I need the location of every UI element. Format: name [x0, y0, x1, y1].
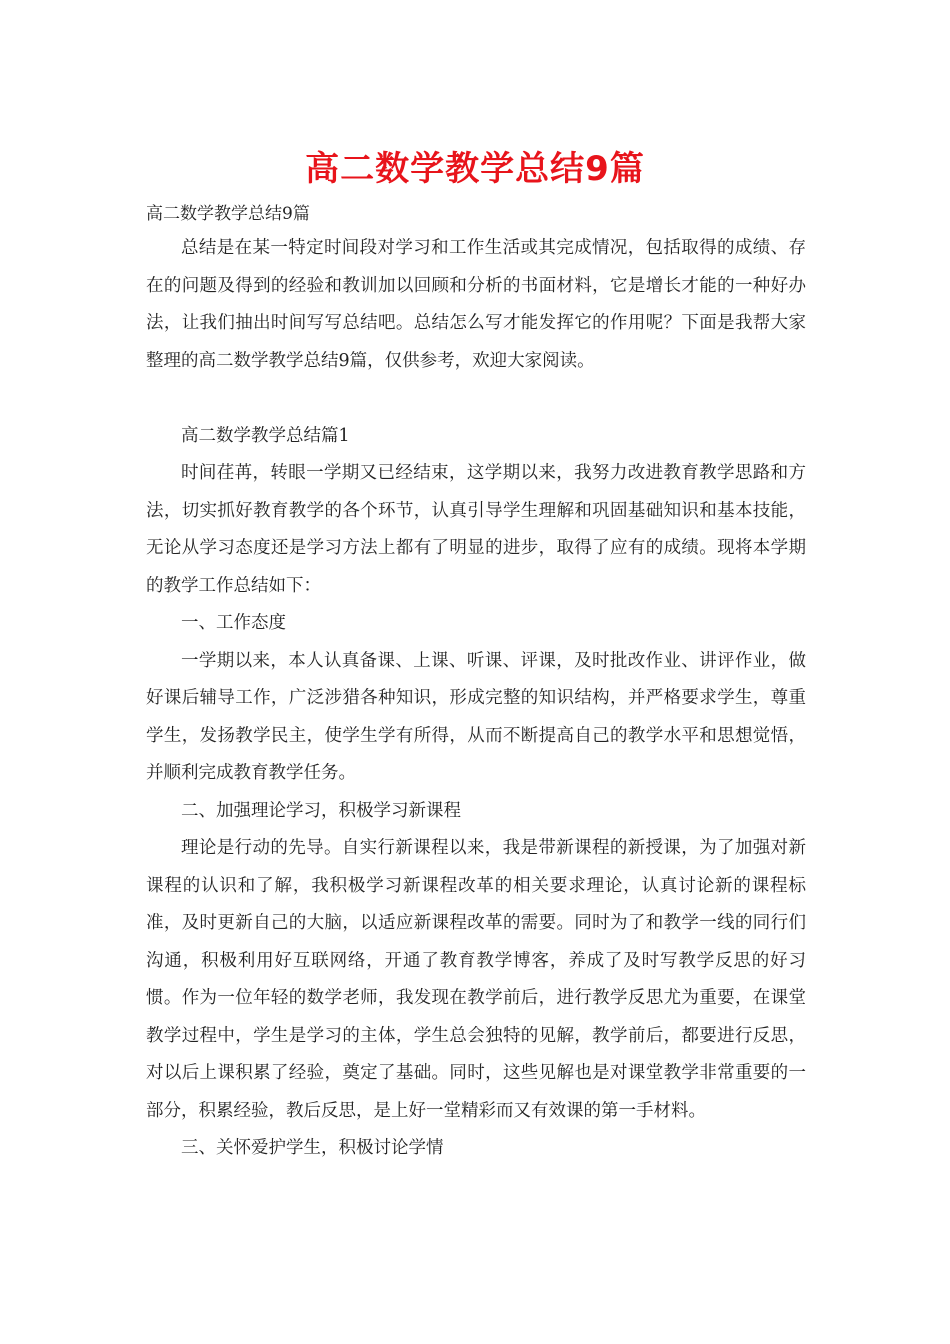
paragraph-2: 一学期以来，本人认真备课、上课、听课、评课，及时批改作业、讲评作业，做好课后辅导工作，广泛涉猎各种知识，形成完整的知识结构，并严格要求学生，尊重学生，发扬教学民主，使学生学有所得，从而不断提高自己的教学水平和思想觉悟，并顺利完成教育教学任务。 — [146, 650, 806, 783]
document-body — [146, 230, 806, 1168]
section-title: 高二数学教学总结篇1 — [181, 425, 350, 446]
intro-paragraph: 总结是在某一特定时间段对学习和工作生活或其完成情况，包括取得的成绩、存在的问题及得到的经验和教训加以回顾和分析的书面材料，它是增长才能的一种好办法，让我们抽出时间写写总结吧。总结怎么写才能发挥它的作用呢？下面是我帮大家整理的高二数学教学总结9篇，仅供参考，欢迎大家阅读。 — [146, 238, 806, 371]
heading-work-attitude: 一、工作态度 — [181, 613, 286, 633]
document-title: 高二数学教学总结9篇 — [305, 149, 645, 189]
paragraph-gap — [146, 380, 806, 418]
heading-theory-study: 二、加强理论学习，积极学习新课程 — [181, 800, 461, 821]
heading-care-students: 三、关怀爱护学生，积极讨论学情 — [181, 1138, 444, 1158]
paragraph-3: 理论是行动的先导。自实行新课程以来，我是带新课程的新授课，为了加强对新课程的认识和了解，我积极学习新课程改革的相关要求理论，认真讨论新的课程标准，及时更新自己的大脑，以适应新课程改革的需要。同时为了和教学一线的同行们沟通，积极利用好互联网络，开通了教育教学博客，养成了及时写教学反思的好习惯。作为一位年轻的数学老师，我发现在教学前后，进行教学反思尤为重要，在课堂教学过程中，学生是学习的主体，学生总会独特的见解，教学前后，都要进行反思，对以后上课积累了经验，奠定了基础。同时，这些见解也是对课堂教学非常重要的一部分，积累经验，教后反思，是上好一堂精彩而又有效课的第一手材料。 — [146, 838, 806, 1121]
paragraph-1: 时间荏苒，转眼一学期又已经结束，这学期以来，我努力改进教育教学思路和方法，切实抓好教育教学的各个环节，认真引导学生理解和巩固基础知识和基本技能，无论从学习态度还是学习方法上都有了明显的进步，取得了应有的成绩。现将本学期的教学工作总结如下： — [146, 463, 806, 596]
document-subtitle: 高二数学教学总结9篇 — [146, 204, 310, 224]
